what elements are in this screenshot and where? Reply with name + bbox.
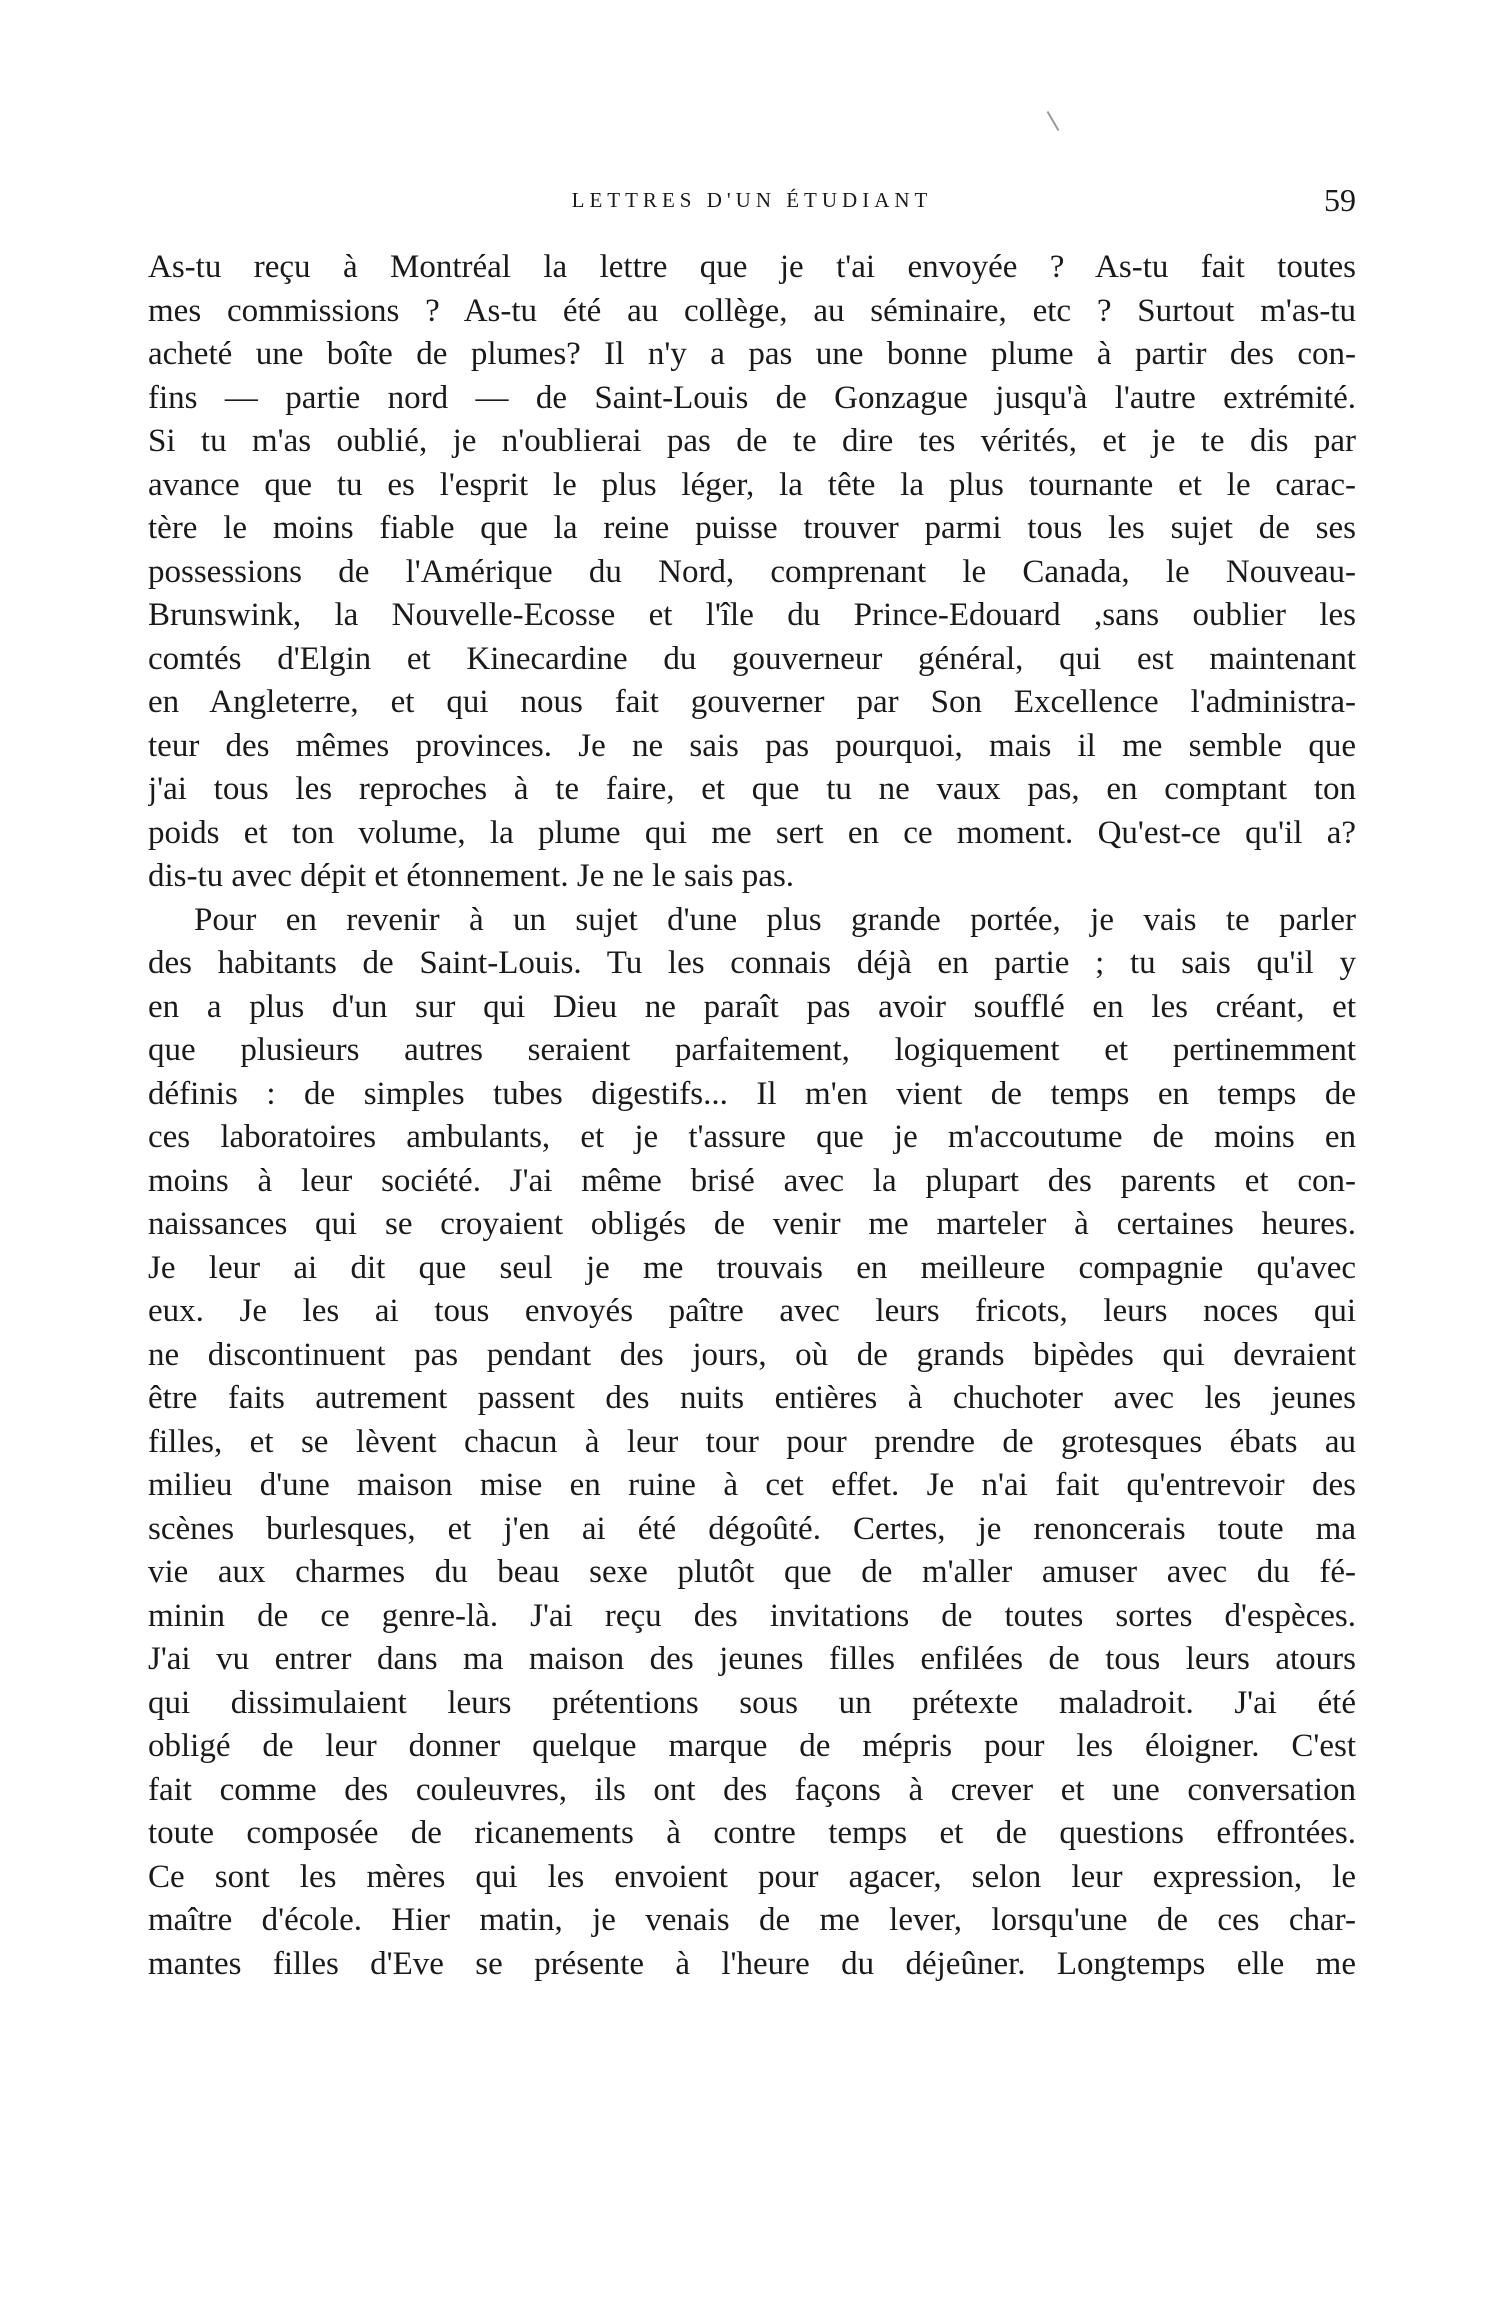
text-line: qui dissimulaient leurs prétentions sous un prétexte maladroit. J'ai été	[148, 1684, 1356, 1721]
text-line: filles, et se lèvent chacun à leur tour pour prendre de grotesques ébats au	[148, 1423, 1356, 1460]
text-line: milieu d'une maison mise en ruine à cet effet. Je n'ai fait qu'entrevoir des	[148, 1467, 1356, 1503]
text-line: définis : de simples tubes digestifs... Il m'en vient de temps en temps de	[148, 1075, 1356, 1112]
text-line: teur des mêmes provinces. Je ne sais pas pourquoi, mais il me semble que	[148, 727, 1356, 764]
text-line: ne discontinuent pas pendant des jours, où de grands bipèdes qui devraient	[148, 1336, 1356, 1373]
text-line: dis-tu avec dépit et étonnement. Je ne le sais pas.	[148, 858, 795, 894]
text-line: possessions de l'Amérique du Nord, comprenant le Canada, le Nouveau-	[148, 553, 1356, 590]
text-line: être faits autrement passent des nuits entières à chuchoter avec les jeunes	[148, 1380, 1356, 1416]
text-line: naissances qui se croyaient obligés de venir me marteler à certaines heures.	[148, 1206, 1356, 1242]
paragraph-2	[148, 899, 1356, 1987]
text-line: comtés d'Elgin et Kinecardine du gouverneur général, qui est maintenant	[148, 640, 1356, 677]
text-line: vie aux charmes du beau sexe plutôt que de m'aller amuser avec du fé-	[148, 1554, 1356, 1590]
text-line: tère le moins fiable que la reine puisse trouver parmi tous les sujet de ses	[148, 510, 1356, 546]
text-line: obligé de leur donner quelque marque de mépris pour les éloigner. C'est	[148, 1728, 1356, 1764]
text-line: poids et ton volume, la plume qui me sert en ce moment. Qu'est-ce qu'il a?	[148, 814, 1356, 851]
running-title: LETTRES D'UN ÉTUDIANT	[571, 188, 933, 212]
stray-ink-mark	[1047, 111, 1060, 131]
body-text	[148, 246, 1356, 1986]
text-line: en a plus d'un sur qui Dieu ne paraît pas avoir soufflé en les créant, et	[148, 988, 1356, 1025]
text-line: mes commissions ? As-tu été au collège, au séminaire, etc ? Surtout m'as-tu	[148, 292, 1356, 329]
text-line: des habitants de Saint-Louis. Tu les connais déjà en partie ; tu sais qu'il y	[148, 945, 1356, 981]
text-line: Ce sont les mères qui les envoient pour agacer, selon leur expression, le	[148, 1858, 1356, 1895]
text-line: mantes filles d'Eve se présente à l'heure du déjeûner. Longtemps elle me	[148, 1945, 1356, 1982]
text-line: J'ai vu entrer dans ma maison des jeunes filles enfilées de tous leurs atours	[148, 1641, 1356, 1677]
text-line: maître d'école. Hier matin, je venais de me lever, lorsqu'une de ces char-	[148, 1902, 1356, 1938]
text-line: Je leur ai dit que seul je me trouvais en meilleure compagnie qu'avec	[148, 1249, 1356, 1286]
paragraph-1	[148, 246, 1356, 899]
text-line: fait comme des couleuvres, ils ont des façons à crever et une conversation	[148, 1771, 1356, 1808]
text-line: Si tu m'as oublié, je n'oublierai pas de te dire tes vérités, et je te dis par	[148, 423, 1356, 459]
text-line: eux. Je les ai tous envoyés paître avec leurs fricots, leurs noces qui	[148, 1293, 1356, 1329]
text-line: acheté une boîte de plumes? Il n'y a pas une bonne plume à partir des con-	[148, 336, 1356, 372]
running-header	[148, 180, 1356, 220]
text-line: j'ai tous les reproches à te faire, et que tu ne vaux pas, en comptant ton	[148, 771, 1356, 807]
text-line: Brunswink, la Nouvelle-Ecosse et l'île du Prince-Edouard ,sans oublier les	[148, 597, 1356, 633]
text-line: moins à leur société. J'ai même brisé avec la plupart des parents et con-	[148, 1162, 1356, 1199]
text-line: scènes burlesques, et j'en ai été dégoûté. Certes, je renoncerais toute ma	[148, 1510, 1356, 1547]
page-number: 59	[1324, 182, 1356, 218]
text-line: avance que tu es l'esprit le plus léger, la tête la plus tournante et le carac-	[148, 466, 1356, 503]
text-line: toute composée de ricanements à contre temps et de questions effrontées.	[148, 1815, 1356, 1851]
text-line: As-tu reçu à Montréal la lettre que je t'ai envoyée ? As-tu fait toutes	[148, 249, 1356, 285]
text-line: fins — partie nord — de Saint-Louis de Gonzague jusqu'à l'autre extrémité.	[148, 379, 1356, 416]
text-line: Pour en revenir à un sujet d'une plus grande portée, je vais te parler	[194, 901, 1356, 938]
text-line: que plusieurs autres seraient parfaitement, logiquement et pertinemment	[148, 1032, 1356, 1068]
text-line: ces laboratoires ambulants, et je t'assure que je m'accoutume de moins en	[148, 1119, 1356, 1155]
text-line: minin de ce genre-là. J'ai reçu des invitations de toutes sortes d'espèces.	[148, 1597, 1356, 1634]
text-line: en Angleterre, et qui nous fait gouverner par Son Excellence l'administra-	[148, 684, 1356, 720]
